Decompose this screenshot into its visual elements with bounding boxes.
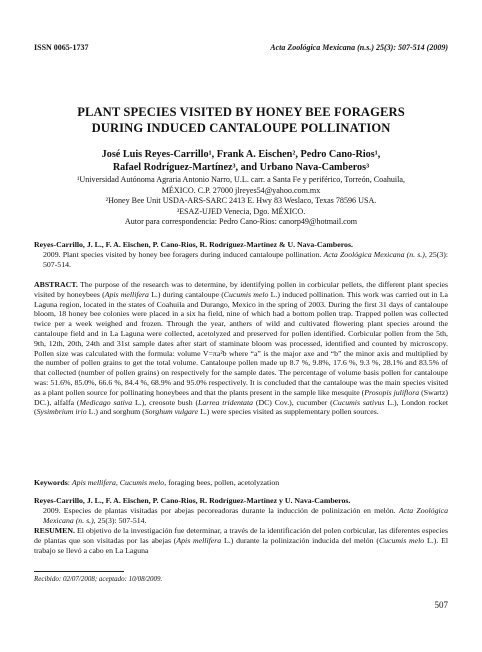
title-line-1: PLANT SPECIES VISITED BY HONEY BEE FORAGERS — [77, 105, 405, 119]
authors-line-2: Rafael Rodríguez-Martínez³, and Urbano Nava-Camberos³ — [112, 162, 370, 173]
affiliation-1-cont: MÉXICO. C.P. 27000 jlreyes54@yahoo.com.mx — [161, 185, 321, 195]
abstract — [34, 280, 448, 417]
running-header — [34, 43, 448, 55]
species-name: Medicago sativa — [79, 397, 133, 407]
affiliation-1: ¹Universidad Autónoma Agraria Antonio Narro, U.L. carr. a Santa Fe y periférico, Torreón, Coahuila, — [76, 175, 406, 184]
keywords-species: Apis mellifera, Cucumis melo — [71, 478, 165, 487]
resumen-text: L.) durante la polinización inducida del melón ( — [221, 535, 379, 545]
citation-en-journal: Acta Zoológica Mexicana (n. s.), — [323, 249, 427, 259]
issn: ISSN 0065-1737 — [34, 43, 89, 52]
resumen-text: El objetivo de la investigación fue determinar, a través de la identificación del polen corbicular, las diferentes especies de plantas que son visitadas por las abejas ( — [34, 526, 448, 545]
citation-es-body — [34, 506, 448, 526]
authors — [34, 148, 448, 174]
abstract-text: (Swartz) DC.), alfalfa ( — [34, 387, 448, 407]
keywords-separator: : — [67, 478, 72, 487]
species-name: Apis mellifera — [104, 289, 149, 299]
citation-es-authors: Reyes-Carrillo, J. L., F. A. Eischen, P. Cano-Rios, R. Rodríguez-Martínez y U. Nava-Camberos. — [34, 496, 351, 505]
authors-line-1: José Luis Reyes-Carrillo¹, Frank A. Eischen², Pedro Cano-Rios¹, — [101, 149, 381, 160]
received-date: Recibido: 02/07/2008; aceptado: 10/08/2009. — [34, 575, 163, 583]
citation-en-pages: 25(3): 507-514. — [43, 249, 449, 269]
citation-es-pages: 25(3): 507-514. — [97, 515, 147, 525]
abstract-text: The purpose of the research was to determine, by identifying pollen in corbicular pellets, the different plant species visited by honeybees ( — [34, 280, 448, 299]
abstract-text: L.) during cantaloupe ( — [148, 289, 224, 299]
footnote-rule — [34, 571, 124, 572]
title-line-2: DURING INDUCED CANTALOUPE POLLINATION — [91, 121, 391, 135]
species-name: Prosopis juliflora — [364, 387, 420, 397]
abstract-text: L.) induced pollination. This work was carried out in La Laguna region, located in the states of Coahuila and Durango, Mexico in the spring of 2003. During the first 31 days of cantaloupe bloom, 18 honey bee colonies were placed in a six ha field, nine of which had a bottom pollen trap. Trapped pollen was collected twice per a week weighed and frozen. Through the year, anthers of wild and cultivated flowering plant species around the cantaloupe field and in La Laguna were collected, acetolyzed and preserved for pollen identified. Corbicular pollen from the 5th, 9th, 12th, 20th, 24th and 31st sample dates after start of staminate bloom was processed, identified and counted by microscopy. Pollen size was calculated with the formula: volume V=πa²b where “a” is the major axe and “b” the minor axis and multiplied by the number of pollen grains to get the total volume. Cantaloupe pollen made up 8.7 %, 9.8%, 17.6 %, 9.3 %, 28.1% and 83.5% of that collected (number of pollen grains) on respectively for the sample dates. The percentage of volume basis pollen for cantaloupe was: 51.6%, 85.0%, 66.6 %, 84.4 %, 68.9% and 95.0% respectively. It is concluded that the cantaloupe was the main species visited as a plant pollen source for pollinating honeybees and that the plants present in the sample like mesquite ( — [34, 289, 448, 397]
resumen — [34, 526, 448, 555]
resumen-text: L.). El trabajo se llevó a cabo en La Laguna — [34, 535, 448, 555]
citation-en-authors: Reyes-Carrillo, J. L., F. A. Eischen, P. Cano-Rios, R. Rodríguez-Martínez & U. Nava-Camberos. — [34, 240, 353, 249]
species-name: Cucumis melo — [378, 535, 425, 545]
abstract-text: L.), London rocket ( — [34, 397, 448, 417]
species-name: Apis mellifera — [176, 535, 222, 545]
citation-en-title: 2009. Plant species visited by honey bee foragers during induced cantaloupe pollination. — [43, 249, 322, 259]
species-name: Cucumis sativus — [332, 397, 385, 407]
species-name: Cucumis melo — [223, 289, 269, 299]
keywords-heading: Keywords — [34, 478, 68, 487]
citation-es-title: 2009. Especies de plantas visitadas por abejas pecoreadoras durante la inducción de polinización en melón. — [43, 505, 396, 515]
page-number: 507 — [434, 600, 448, 610]
abstract-text: (DC) Cov.), cucumber ( — [253, 397, 333, 407]
abstract-text: L.) and sorghum ( — [86, 407, 145, 417]
article-title — [34, 104, 448, 136]
keywords-list: , foraging bees, pollen, acetolyzation — [164, 478, 280, 487]
affiliation-3: ³ESAZ-UJED Venecia, Dgo. MÉXICO. — [176, 206, 306, 216]
correspondence: Autor para correspondencia: Pedro Cano-Rios: canorp49@hotmail.com — [124, 217, 358, 227]
resumen-heading: RESUMEN. — [34, 526, 75, 535]
affiliations — [34, 175, 448, 228]
citation-en-body — [34, 250, 448, 270]
species-name: Larrea tridentata — [198, 397, 254, 407]
species-name: Sysimbrium irio — [36, 407, 87, 417]
abstract-text: L.) were species visited as supplementary pollen sources. — [198, 407, 379, 417]
keywords — [34, 478, 448, 488]
species-name: Sorghum vulgare — [144, 407, 199, 417]
abstract-text: L.), creosote bush ( — [132, 397, 199, 407]
journal-citation: Acta Zoológica Mexicana (n.s.) 25(3): 507-514 (2009) — [270, 43, 448, 52]
citation-spanish — [34, 496, 448, 525]
citation-english — [34, 240, 448, 269]
affiliation-2: ²Honey Bee Unit USDA-ARS-SARC 2413 E. Hwy 83 Weslaco, Texas 78596 USA. — [105, 196, 377, 206]
abstract-heading: ABSTRACT. — [34, 280, 78, 289]
citation-es-journal: Acta Zoológica Mexicana (n. s.), — [43, 505, 449, 525]
